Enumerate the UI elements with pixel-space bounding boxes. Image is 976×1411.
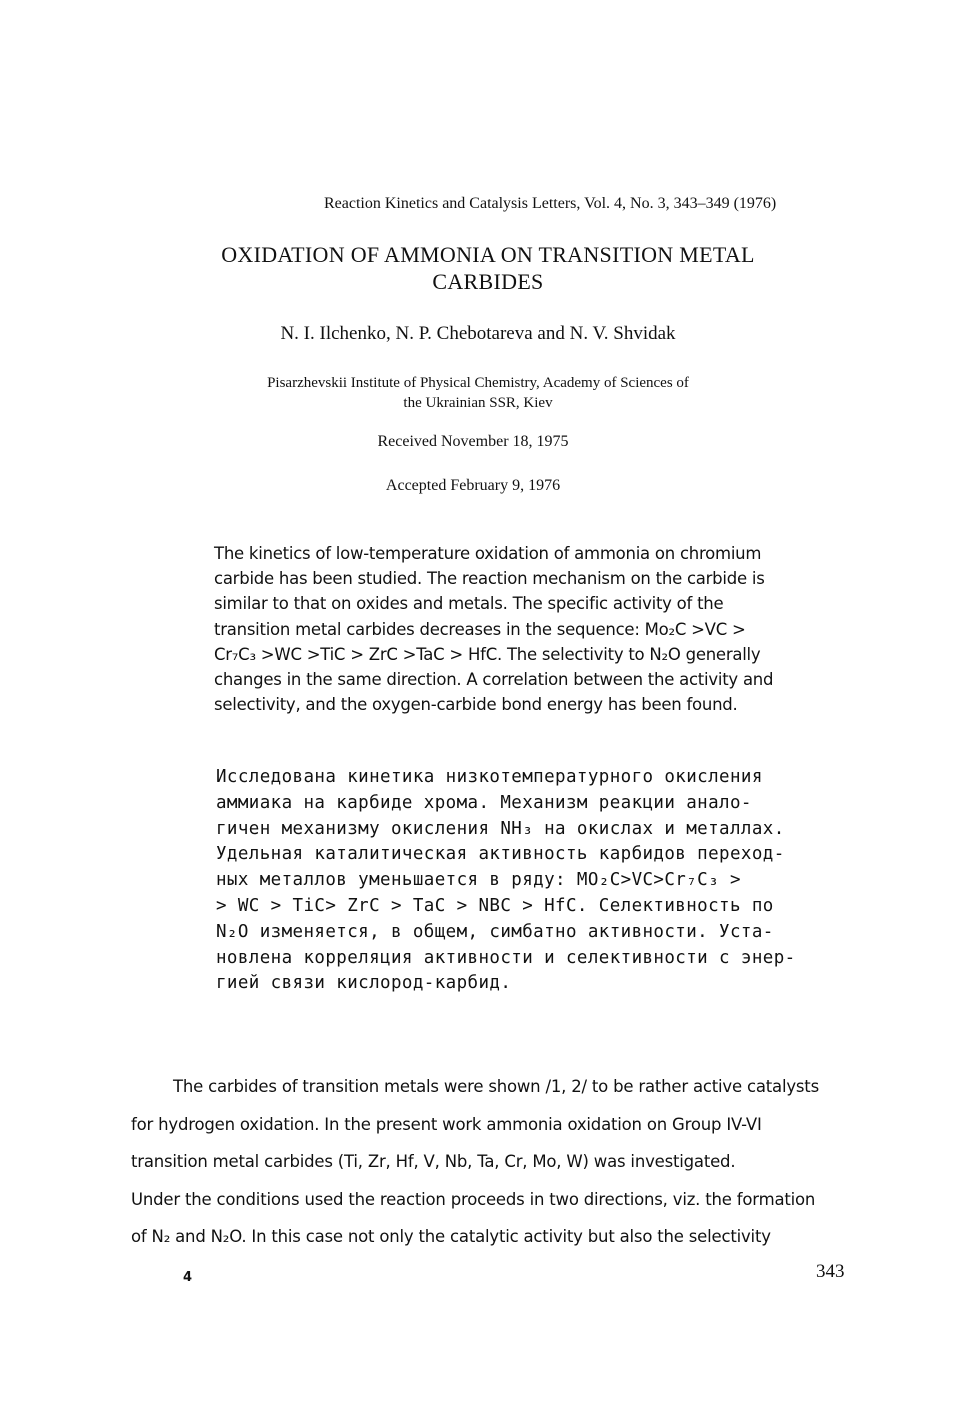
body-line: of N₂ and N₂O. In this case not only the catalytic activity but also the selectivity [131, 1227, 771, 1246]
abstract-ru-line: гией связи кислород-карбид. [216, 973, 512, 994]
signature-mark: 4 [183, 1270, 193, 1285]
abstract-en-line: transition metal carbides decreases in the sequence: Mo₂C >VC > [214, 619, 746, 639]
institution-line-2: the Ukrainian SSR, Kiev [403, 395, 553, 411]
abstract-en-line: changes in the same direction. A correlation between the activity and [214, 669, 774, 689]
body-paragraph [131, 1068, 871, 1256]
abstract-russian [216, 765, 876, 997]
body-line: The carbides of transition metals were shown /1, 2/ to be rather active catalysts [173, 1077, 819, 1096]
body-line: for hydrogen oxidation. In the present work ammonia oxidation on Group IV-VI [131, 1114, 762, 1134]
abstract-ru-line: ных металлов уменьшается в ряду: MO₂C>VC>Cr₇C₃ > [216, 870, 741, 891]
abstract-ru-line: гичен механизму окисления NH₃ на окислах и металлах. [216, 818, 785, 839]
page-number: 343 [816, 1261, 845, 1282]
abstract-english [214, 541, 854, 717]
abstract-en-line: selectivity, and the oxygen-carbide bond energy has been found. [214, 695, 738, 715]
received-date: Received November 18, 1975 [377, 433, 569, 450]
authors: N. I. Ilchenko, N. P. Chebotareva and N. V. Shvidak [280, 323, 676, 344]
abstract-en-line: The kinetics of low-temperature oxidation of ammonia on chromium [214, 544, 762, 563]
institution-line-1: Pisarzhevskii Institute of Physical Chemistry, Academy of Sciences of [267, 375, 689, 391]
abstract-ru-line: Удельная каталитическая активность карбидов переход- [216, 844, 785, 865]
abstract-en-line: carbide has been studied. The reaction mechanism on the carbide is [214, 569, 765, 589]
abstract-ru-line: новлена корреляция активности и селективности с энер- [216, 947, 796, 968]
accepted-date: Accepted February 9, 1976 [385, 477, 561, 494]
journal-citation: Reaction Kinetics and Catalysis Letters, Vol. 4, No. 3, 343–349 (1976) [324, 195, 777, 212]
body-line: Under the conditions used the reaction proceeds in two directions, viz. the formation [131, 1189, 816, 1209]
title-line-2: CARBIDES [432, 269, 544, 294]
abstract-en-line: similar to that on oxides and metals. The specific activity of the [214, 594, 724, 614]
abstract-ru-line: аммиака на карбиде хрома. Механизм реакции анало- [216, 792, 752, 813]
institution [0, 373, 956, 413]
title-line-1: OXIDATION OF AMMONIA ON TRANSITION METAL [221, 242, 755, 267]
abstract-en-line: Cr₇C₃ >WC >TiC > ZrC >TaC > HfC. The selectivity to N₂O generally [214, 644, 761, 664]
abstract-ru-line: N₂O изменяется, в общем, симбатно активности. Уста- [216, 921, 774, 942]
abstract-ru-line: > WC > TiC> ZrC > TaC > NBC > HfC. Селективность по [216, 895, 774, 916]
body-line: transition metal carbides (Ti, Zr, Hf, V, Nb, Ta, Cr, Mo, W) was investigated. [131, 1152, 736, 1171]
article-title [0, 241, 976, 295]
abstract-ru-line: Исследована кинетика низкотемпературного окисления [216, 767, 763, 787]
